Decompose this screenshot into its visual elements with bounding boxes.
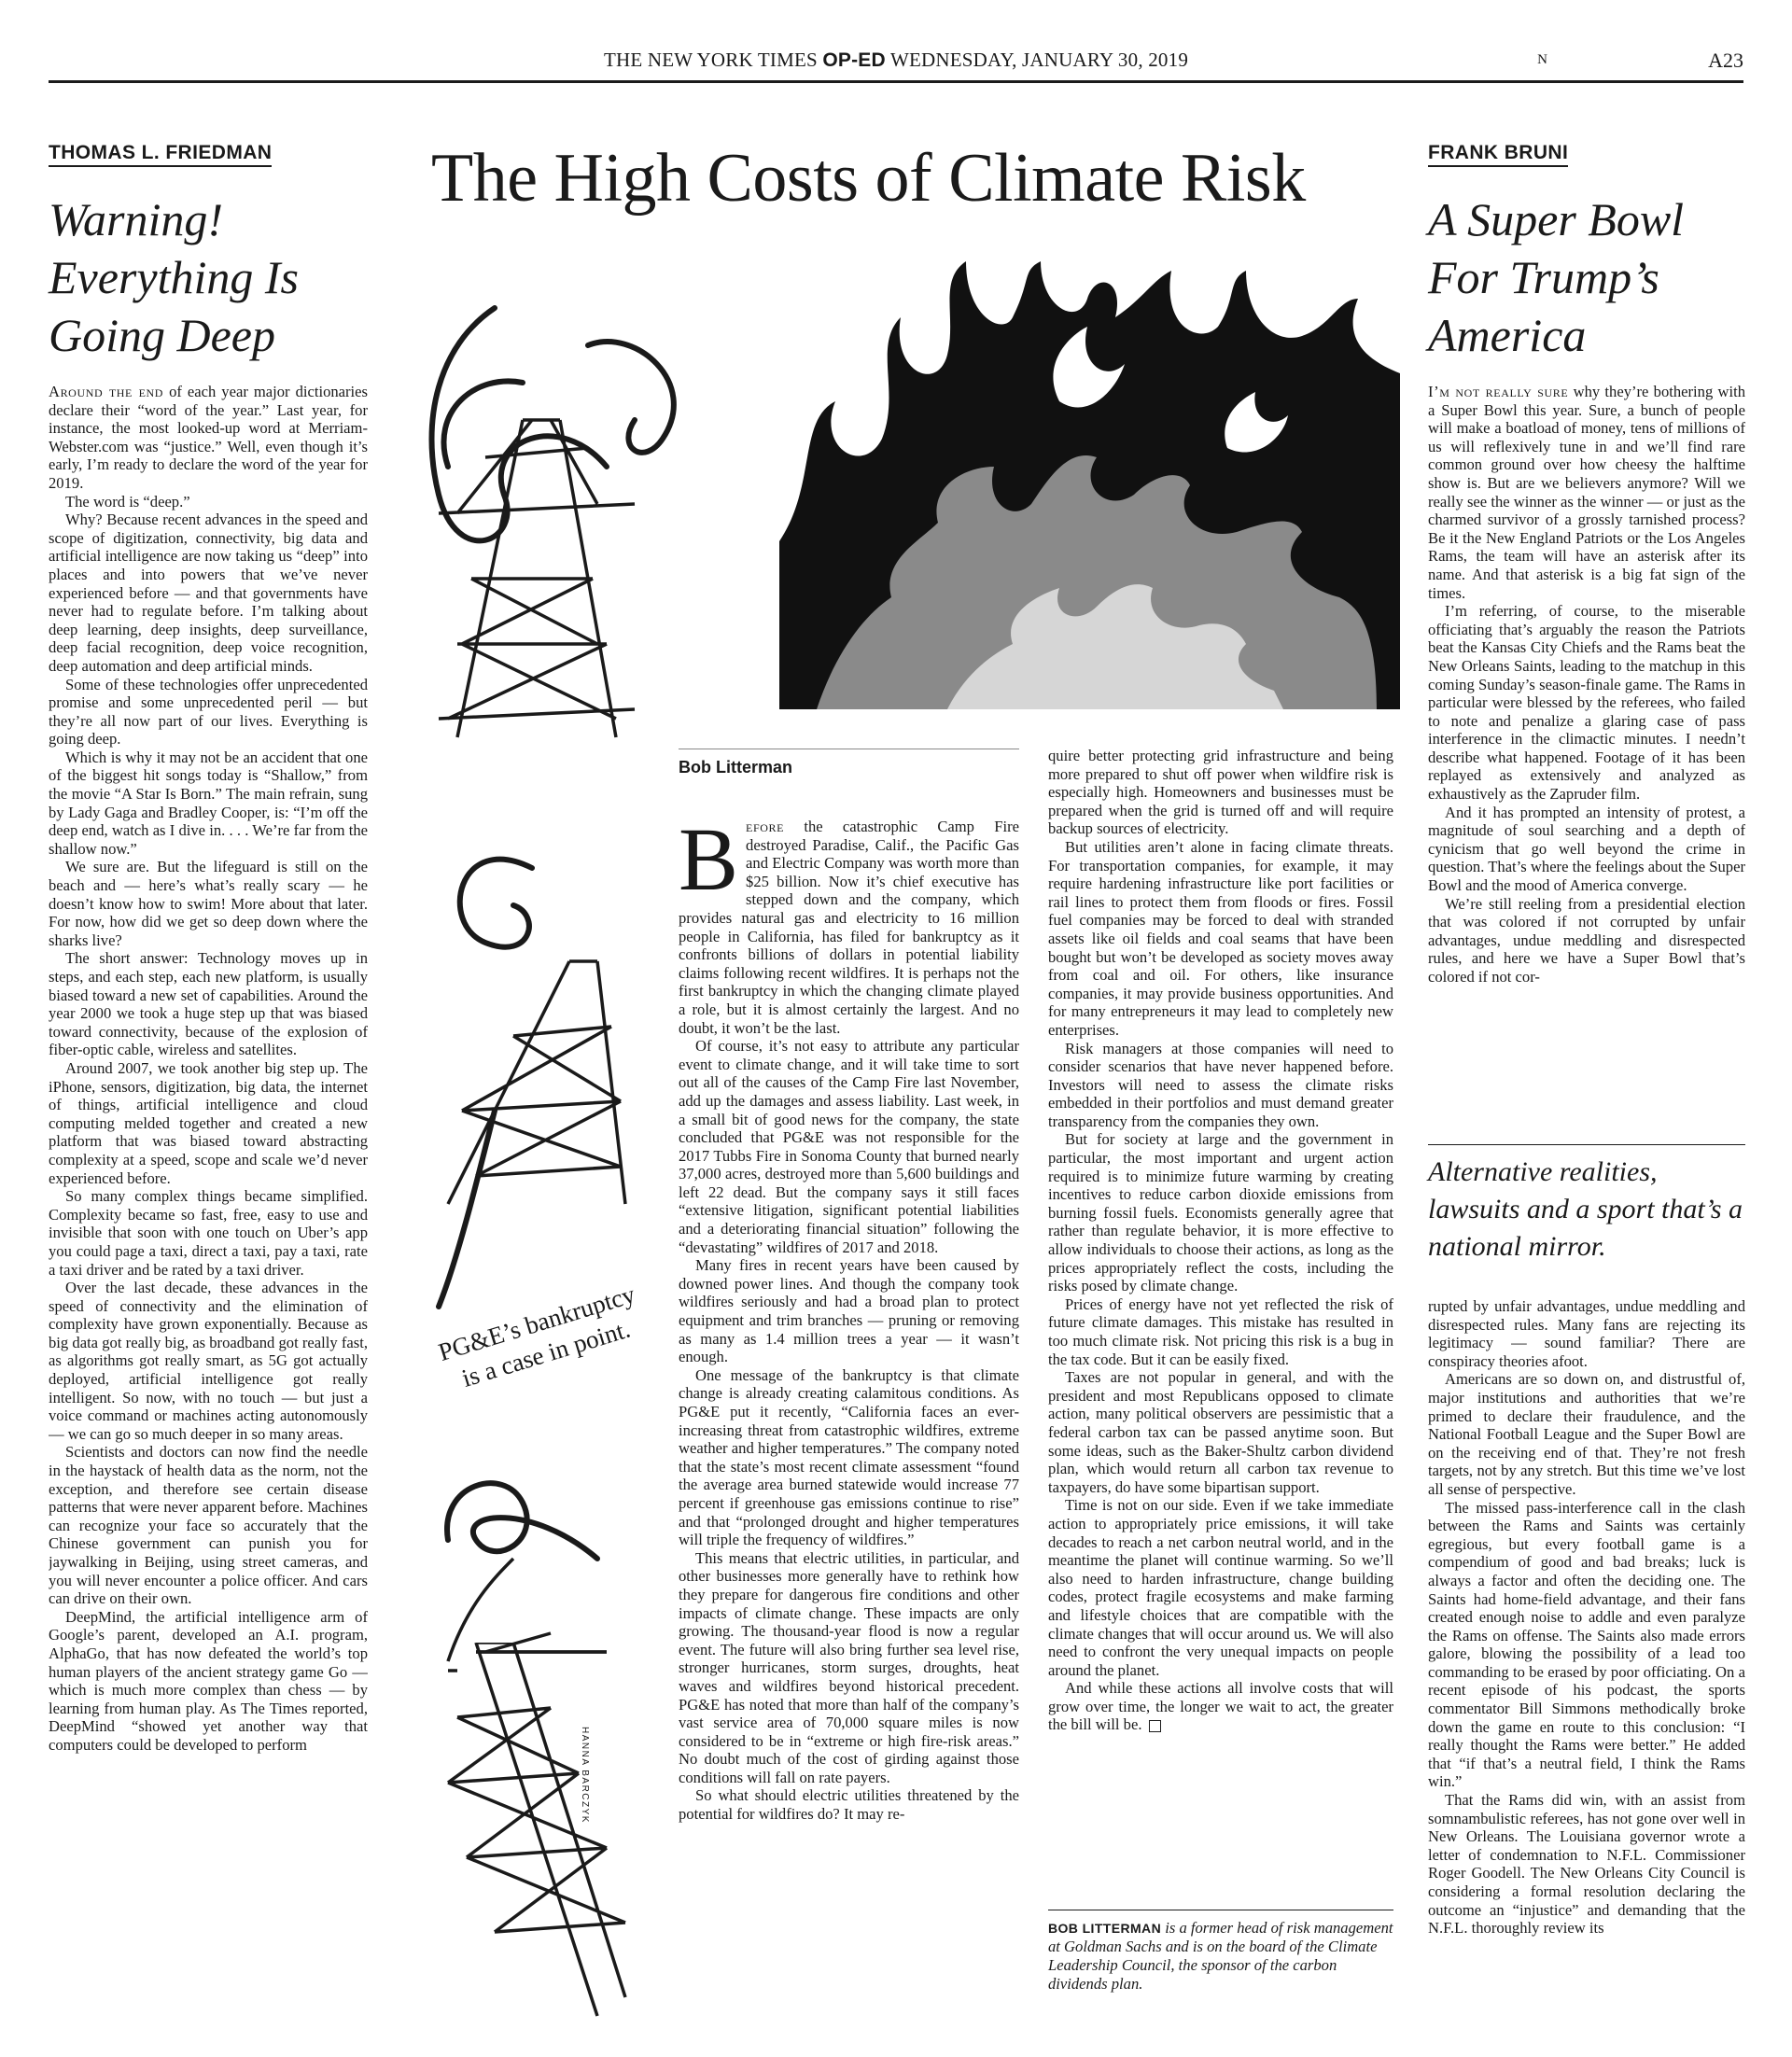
main-title: The High Costs of Climate Risk — [431, 140, 1306, 217]
section-name: OP-ED — [822, 49, 886, 71]
article-paragraph: DeepMind, the artificial intelligence arm of Google’s parent, developed an A.I. program, AlphaGo, that has now defeated the world’s top human players of the ancient strategy game Go — which is much more complex than chess — by learning from human play. As The Times reported, DeepMind “showed yet another way that computers could be developed to perform — [49, 1607, 368, 1754]
power-line-curve — [439, 1111, 495, 1307]
right-headline-line: For Trump’s — [1428, 251, 1659, 303]
article-paragraph — [49, 383, 368, 493]
pull-quote-center: PG&E’s bankruptcy is a case in point. — [435, 1280, 638, 1392]
left-headline-line: Warning! — [49, 193, 224, 245]
page-number: A23 — [1708, 49, 1743, 72]
author-tagline — [1048, 1919, 1393, 1994]
article-paragraph — [1048, 1679, 1393, 1734]
article-paragraph: Time is not on our side. Even if we take immediate action to appropriately price emissions, it will take decades to reach a net carbon neutral world, and in the meantime the planet will continue warming. So we’ll also need to harden infrastructure, change building codes, protect fragile ecosystems and make farming and lifestyle choices that are compatible with the climate changes that will occur around us. We will also need to confront the very unequal impacts on people around the planet. — [1048, 1496, 1393, 1679]
power-line-curve — [460, 860, 532, 947]
masthead-line — [49, 49, 1743, 72]
article-paragraph: So what should electric utilities threatened by the potential for wildfires do? It may re- — [679, 1786, 1019, 1824]
article-paragraph: The word is “deep.” — [65, 492, 190, 511]
article-paragraph: Taxes are not popular in general, and with the president and most Republicans opposed to climate action, many political observers are pessimistic that a federal carbon tax can be passed anytime soon. But some ideas, such as the Baker-Shultz carbon dividend plan, which would return all carbon tax revenue to taxpayers, do have some bipartisan support. — [1048, 1368, 1393, 1496]
tower-illustration-lower — [439, 1643, 663, 2025]
lead-caps: efore — [746, 818, 785, 835]
power-line-curve — [588, 342, 674, 453]
power-line-curve — [447, 1483, 597, 1559]
right-headline-line: A Super Bowl — [1428, 193, 1685, 245]
tagline-text: is a former head of risk management at Goldman Sachs and is on the board of the Climate Leadership Council, the sponsor of the carbon dividends plan. — [1048, 1919, 1393, 1993]
transmission-tower-icon — [448, 961, 625, 1204]
issue-date: WEDNESDAY, JANUARY 30, 2019 — [889, 49, 1189, 71]
article-paragraph: The missed pass-interference call in the clash between the Rams and Saints was certainly egregious, but every football game is a compendium of good and bad breaks; luck is always a factor and often the deciding one. The Saints had home-field advantage, and their fans created enough noise to addle and even paralyze the Rams on offense. The Saints also made errors galore, blowing the possibility of a lead too commanding to be erased by poor officiating. On a recent episode of his podcast, the sports commentator Bill Simmons methodically broke down the game en route to this conclusion: “I really thought the Rams were better.” He added that “if that’s a neutral field, I think the Rams win.” — [1428, 1498, 1745, 1791]
transmission-tower-icon — [448, 1643, 625, 2016]
paragraph-text: of each year major dictionaries declare their “word of the year.” Last year, for instance, the most looked-up word at Merriam-Webster.com was “justice.” Well, even though it’s early, I’m ready to declare the word of the year for 2019. — [49, 383, 368, 492]
article-paragraph — [679, 818, 1019, 1037]
article-paragraph: Scientists and doctors can now find the needle in the haystack of health data as the norm, not the exception, and therefore see certain disease patterns that were never apparent before. Machines can recognize your face so accurately that the Chinese government can punish you for jaywalking in Beijing, using street cameras, and you will never encounter a police officer. And cars can drive on their own. — [49, 1443, 368, 1608]
paper-name: THE NEW YORK TIMES — [603, 49, 818, 71]
edition-mark: N — [1537, 52, 1547, 67]
paragraph-text: And while these actions all involve costs that will grow over time, the longer we wait to act, the greater the bill will be. — [1048, 1679, 1393, 1734]
article-paragraph: Around 2007, we took another big step up. The iPhone, sensors, digitization, big data, the internet of things, artificial intelligence and cloud computing melded together and created a new platform that was biased toward abstracting complexity at a speed, scope and scale we’d never experienced before. — [49, 1058, 368, 1187]
article-paragraph: So many complex things became simplified. Complexity became so fast, free, easy to use and invisible that soon with one touch on Uber’s app you could page a taxi, direct a taxi, pay a taxi, rate a taxi driver and be rated by a taxi driver. — [49, 1187, 368, 1279]
right-pull-quote: Alternative realities, lawsuits and a sport that’s a national mirror. — [1428, 1156, 1743, 1262]
illustration-credit: HANNA BARCZYK — [580, 1727, 590, 1824]
article-paragraph: I’m referring, of course, to the miserable officiating that’s arguably the reason the Patriots beat the Kansas City Chiefs and the Rams beat the New Orleans Saints, leading to the matchup in this coming Sunday’s season-finale game. The Rams in particular were blessed by the referees, who failed to note and penalize a glaring case of pass interference in the climactic minutes. I needn’t describe what happened. Footage of it has been replayed as extensively and analyzed as exhaustively as the Zapruder film. — [1428, 602, 1745, 804]
article-paragraph: Risk managers at those companies will need to consider scenarios that have never happened before. Investors will need to assess the climate risks embedded in their portfolios and must demand greater transparency from the companies they own. — [1048, 1039, 1393, 1130]
article-paragraph: We sure are. But the lifeguard is still on the beach and — here’s what’s really scary — he doesn’t know how to swim! More about that later. For now, how did we get so deep down where the sharks live? — [49, 858, 368, 949]
left-headline-line: Going Deep — [49, 309, 275, 361]
center-article-col2 — [1048, 747, 1393, 1909]
article-paragraph: But for society at large and the government in particular, the most important and urgent action required is to minimize future warming by creating incentives to reduce carbon dioxide emissions from burning fossil fuels. Economists generally agree that rather than regulate behavior, it is more effective to allow individuals to choose their actions, as long as the prices appropriately reflect the costs, including the risks posed by climate change. — [1048, 1130, 1393, 1295]
lead-caps: Around the end — [49, 383, 164, 400]
left-columnist-name: THOMAS L. FRIEDMAN — [49, 142, 272, 167]
left-headline — [49, 190, 357, 364]
right-article-top — [1428, 383, 1745, 1129]
article-paragraph: Some of these technologies offer unprecedented promise and some unprecedented peril — but they’re all now part of our lives. Everything is going deep. — [49, 675, 368, 749]
center-author: Bob Litterman — [679, 758, 793, 777]
article-paragraph: quire better protecting grid infrastructure and being more prepared to shut off power when wildfire risk is especially high. Homeowners and businesses must be prepared when the grid is turned off and will require backup sources of electricity. — [1048, 747, 1393, 838]
right-headline-line: America — [1428, 309, 1587, 361]
article-paragraph: One message of the bankruptcy is that climate change is already creating calamitous conditions. As PG&E put it recently, “California faces an ever-increasing threat from catastrophic wildfires, extreme weather and higher temperatures.” The company noted that the state’s most recent climate assessment “found the average area burned statewide would increase 77 percent if greenhouse gas emissions continue to rise” and that “prolonged drought and higher temperatures will triple the frequency of wildfires.” — [679, 1365, 1019, 1549]
article-paragraph: Many fires in recent years have been caused by downed power lines. And though the company took wildfires seriously and had a broad plan to protect equipment and trim branches — pruning or removing as many as 1.4 million trees a year — it wasn’t enough. — [679, 1256, 1019, 1366]
article-paragraph: This means that electric utilities, in particular, and other businesses more generally have to rethink how they prepare for dangerous fire conditions and other impacts of climate change. These impacts are only growing. The thousand-year flood is now a regular event. The future will also bring further sea level rise, stronger hurricanes, storm surges, droughts, heat waves and wildfires beyond historical precedent. PG&E has noted that more than half of the company’s vast service area of 70,000 square miles is now considered to be in “extreme or high fire-risk areas.” No doubt much of the cost of girding against those conditions will fall on rate payers. — [679, 1548, 1019, 1786]
tagline-name: BOB LITTERMAN — [1048, 1921, 1162, 1936]
article-paragraph: Why? Because recent advances in the speed and scope of digitization, connectivity, big data and artificial intelligence are now taking us “deep” into places and into powers that we’ve never experienced before — and that governments have never had to regulate before. I’m talking about deep learning, deep insights, deep surveillance, deep facial recognition, deep voice recognition, deep automation and deep artificial minds. — [49, 511, 368, 675]
right-columnist-name: FRANK BRUNI — [1428, 142, 1568, 167]
article-paragraph: We’re still reeling from a presidential election that was colored if not corrupted by unfair advantages, undue meddling and disrespected rules, and here we have a Super Bowl that’s colored if not cor- — [1428, 894, 1745, 986]
left-article-body — [49, 383, 368, 2053]
article-paragraph: But utilities aren’t alone in facing climate threats. For transportation companies, for example, it may require hardening infrastructure like port facilities or rail lines to protect them from floods or fires. Fossil fuel companies may be forced to deal with stranded assets like oil fields and coal seams that have been bought but won’t be developed as society moves away from coal and oil. For others, like insurance companies, it may provide business opportunities. And for many entrepreneurs it may lead to completely new enterprises. — [1048, 837, 1393, 1039]
flames-illustration — [779, 261, 1400, 709]
right-article-bottom — [1428, 1297, 1745, 2053]
drop-cap: B — [679, 818, 739, 909]
article-paragraph: The short answer: Technology moves up in steps, and each step, each new platform, is usually biased toward a new set of capabilities. Around the year 2000 we took a huge step up that was biased toward connectivity, because of the explosion of fiber-optic cable, wireless and satellites. — [49, 949, 368, 1059]
pull-quote-rule — [1428, 1144, 1745, 1145]
article-paragraph — [1428, 383, 1745, 602]
end-mark-icon — [1149, 1720, 1161, 1732]
lead-caps: I’m not really sure — [1428, 383, 1569, 400]
paragraph-text: the catastrophic Camp Fire destroyed Paradise, Calif., the Pacific Gas and Electric Company was worth more than $25 billion. Now it’s chief executive has stepped down and the company, which provides natural gas and electricity to 16 million people in California, has filed for bankruptcy as it confronts billions of dollars in potential liability claims following recent wildfires. It is perhaps not the first bankruptcy in which the changing climate played a role, but it is almost certainly the largest. And no doubt, it won’t be the last. — [679, 818, 1019, 1037]
left-headline-line: Everything Is — [49, 251, 299, 303]
article-paragraph: That the Rams did win, with an assist from somnambulistic referees, has not gone over well in New Orleans. The Louisiana governor wrote a letter of condemnation to N.F.L. Commissioner Roger Goodell. The New Orleans City Council is considering a formal resolution declaring the outcome an “injustice” and demanding that the N.F.L. thoroughly review its — [1428, 1791, 1745, 1938]
article-paragraph: rupted by unfair advantages, undue meddling and disrespected rules. Many fans are rejecting its legitimacy — sound familiar? There are conspiracy theories afoot. — [1428, 1297, 1745, 1370]
right-headline — [1428, 190, 1745, 364]
article-paragraph: Over the last decade, these advances in the speed of connectivity and the elimination of complexity have grown exponentially. Because as big data got really big, as broadband got really fast, as algorithms got really smart, as 5G got actually deployed, artificial intelligence got really intelligent. So now, with no touch — but just a voice command or machines acting autonomously — we can go so much deeper in so many areas. — [49, 1279, 368, 1443]
center-article-col1 — [679, 818, 1019, 2054]
article-paragraph: Which is why it may not be an accident that one of the biggest hit songs today is “Shallow,” from the movie “A Star Is Born.” The main refrain, sung by Lady Gaga and Bradley Cooper, is: “I’m off the deep end, watch as I dive in. . . . We’re far from the shallow now.” — [49, 748, 368, 858]
masthead — [49, 47, 1743, 83]
article-paragraph: Americans are so down on, and distrustful of, major institutions and authorities that we’re primed to declare their fraudulence, and the National Football League and the Super Bowl are on the receiving end of that. They’re not fresh targets, not by any stretch. But this time we’ve lost all sense of perspective. — [1428, 1370, 1745, 1498]
article-paragraph: Of course, it’s not easy to attribute any particular event to climate change, and it will take time to sort out all of the causes of the Camp Fire last November, add up the damages and assess liability. Last week, in a small bit of good news for the company, the state concluded that PG&E was not responsible for the 2017 Tubbs Fire in Sonoma County that burned nearly 37,000 acres, destroyed more than 5,600 buildings and left 22 dead. But the company says it still faces “extensive litigation, significant potential liabilities and a deteriorating financial situation” following the “devastating” wildfires of 2017 and 2018. — [679, 1037, 1019, 1256]
paragraph-text: why they’re bothering with a Super Bowl this year. Sure, a bunch of people will make a boatload of money, tens of millions of us will reflexively tune in and we’ll find rare common ground over how cheesy the halftime show is. But are we believers anymore? Will we really see the winner as the winner — or just as the charmed survivor of a grossly tarnished process? Be it the New England Patriots or the Los Angeles Rams, the team will have an asterisk after its name. And that asterisk is a big fat sign of the times. — [1428, 383, 1745, 602]
article-paragraph: Prices of energy have not yet reflected the risk of future climate damages. This mistake has resulted in too much climate risk. Not pricing this risk is a bug in the tax code. But it can be easily fixed. — [1048, 1294, 1393, 1368]
article-paragraph: And it has prompted an intensity of protest, a magnitude of soul searching and a depth of cynicism that go well beyond the crime in question. That’s where the feelings about the Super Bowl and the mood of America converge. — [1428, 803, 1745, 895]
